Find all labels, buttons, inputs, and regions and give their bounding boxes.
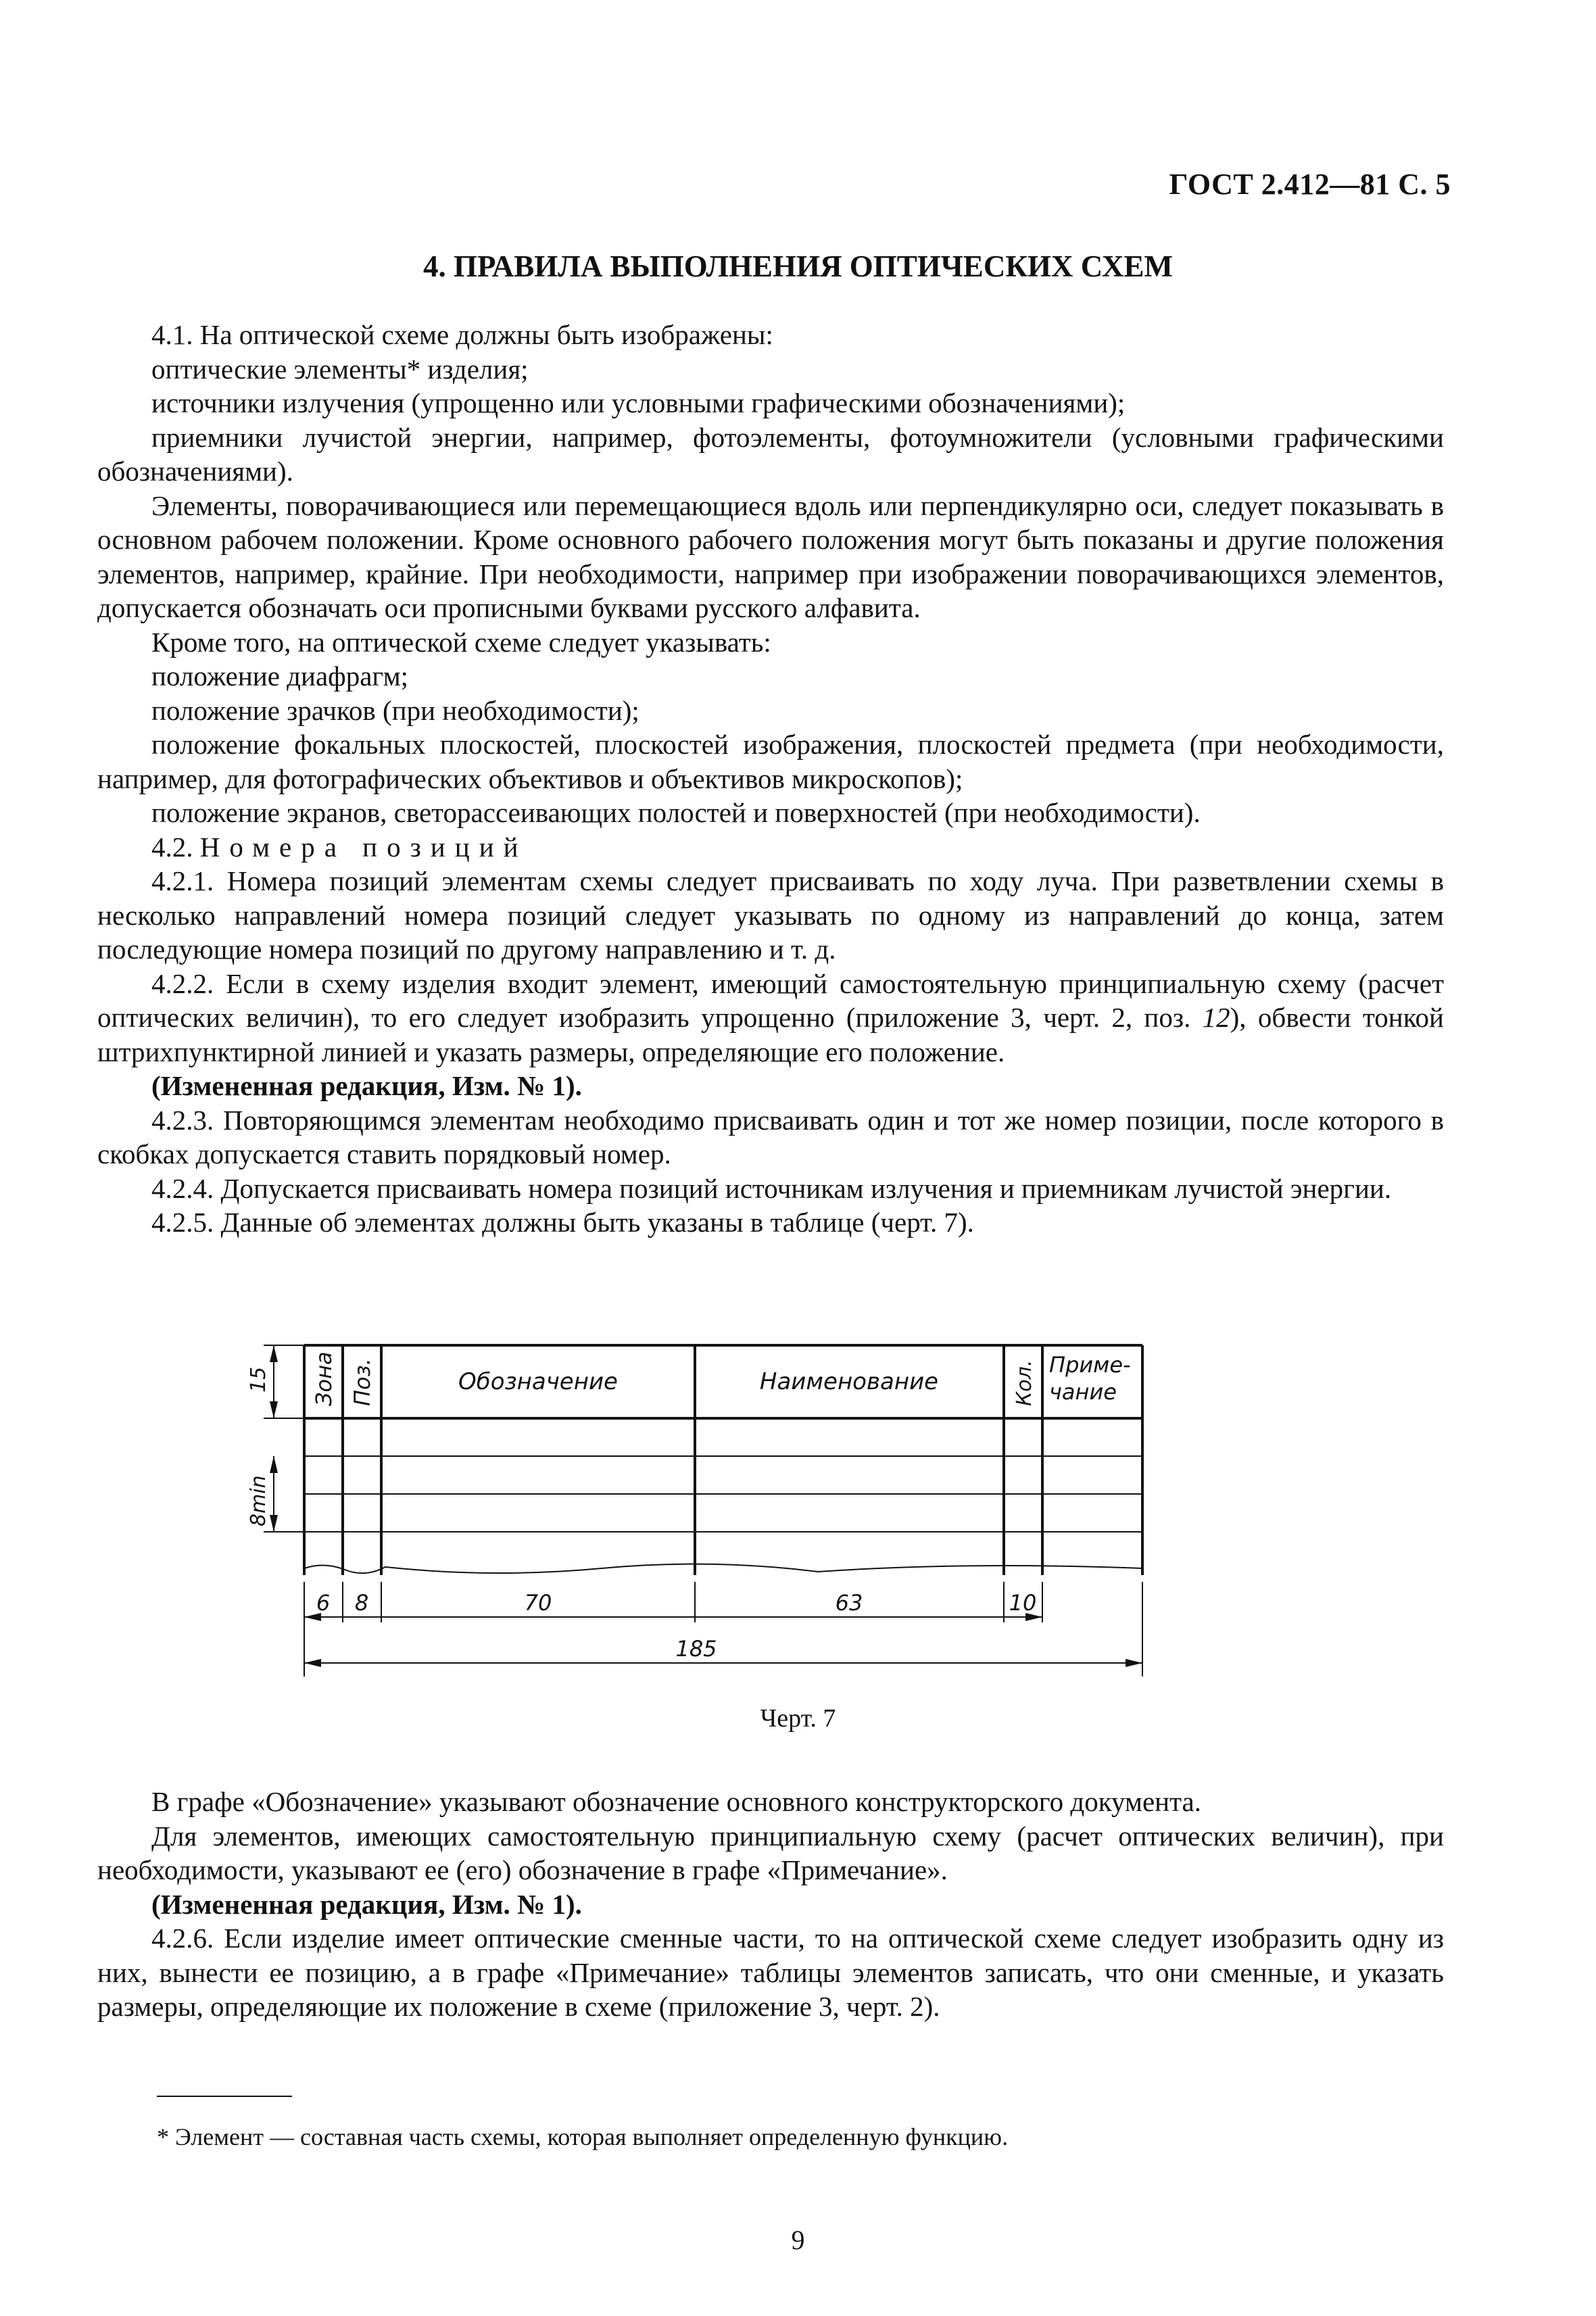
break-line [304,1564,1142,1574]
dimension-label: 10 [1009,1590,1037,1616]
main-text-continued [97,1785,1444,2024]
column-header-zone: Зона [311,1351,337,1406]
paragraph-4-2-2-part-a: 4.2.2. Если в схему изделия входит элемент, имеющий самостоятельную принципиальную схему (расчет оптических величин), то его следует изобразить упрощенно (приложение 3, черт. 2, поз. [97,967,1444,1033]
paragraph-own-scheme: Для элементов, имеющих самостоятельную принципиальную схему (расчет оптических величин), при необходимости, указывают ее (его) обозначение в графе «Примечание». [97,1820,1444,1885]
column-header-qty: Кол. [1013,1359,1036,1406]
paragraph-4-2-2-part-b: ), обвести тонкой штрихпунктирной линией и указать размеры, определяющие его положение. [97,1002,1444,1067]
paragraph-4-2-3: 4.2.3. Повторяющимся элементам необходимо присваивать один и тот же номер позиции, после которого в скобках допускается ставить порядковый номер. [97,1104,1444,1169]
paragraph-4-1: 4.1. На оптической схеме должны быть изображены: [151,319,773,350]
dimension-label-total: 185 [675,1636,717,1662]
arrow [270,1401,278,1418]
column-header-note-line2: чание [1049,1379,1117,1405]
amendment-note: (Измененная редакция, Изм. № 1). [151,1070,582,1101]
paragraph-4-2-4: 4.2.4. Допускается присваивать номера позиций источникам излучения и приемникам лучистой энергии. [151,1172,1392,1204]
subsection-number: 4.2. [151,831,193,863]
column-header-note-line1: Приме- [1049,1352,1131,1378]
paragraph-4-2-1: 4.2.1. Номера позиций элементам схемы следует присваивать по ходу луча. При разветвлении схемы в несколько направлений номера позиций следует указывать по одному из направлений до конца, затем последующие номера позиций по другому направлению и т. д. [97,865,1444,965]
paragraph-4-2-2 [97,967,1444,1069]
main-text [97,318,1444,1240]
list-item: положение диафрагм; [151,660,409,692]
paragraph-elements: Элементы, поворачивающиеся или перемещающиеся вдоль или перпендикулярно оси, следует показывать в основном рабочем положении. Кроме основного рабочего положения могут быть показаны и другие положения элементов, например, крайние. При необходимости, например при изображении поворачивающихся элементов, допускается обозначать оси прописными буквами русского алфавита. [97,489,1444,623]
arrow [304,1659,321,1667]
list-item: положение фокальных плоскостей, плоскостей изображения, плоскостей предмета (при необходимости, например, для фотографических объективов и объективов микроскопов); [97,729,1444,794]
list-item: источники излучения (упрощенно или условными графическими обозначениями); [151,387,1126,418]
list-item: положение зрачков (при необходимости); [151,694,639,726]
subsection-title: Номера позиций [199,831,528,863]
dimension-label: 6 [316,1590,331,1616]
arrow [1126,1659,1142,1667]
dimension-label: 8 [354,1590,369,1616]
arrow [270,1456,278,1473]
dimension-label: 70 [524,1590,552,1616]
table-drawing [223,1338,1183,1690]
arrow [270,1515,278,1532]
column-header-pos: Поз. [349,1358,375,1406]
subsection-4-2 [97,830,1444,865]
page-number: 9 [791,2225,805,2255]
paragraph-besides: Кроме того, на оптической схеме следует указывать: [151,626,771,658]
arrow [270,1345,278,1362]
page-header: ГОСТ 2.412—81 С. 5 [1169,168,1451,201]
dimension-label-header-height: 15 [247,1366,270,1393]
list-item: оптические элементы* изделия; [151,353,529,385]
footnote: * Элемент — составная часть схемы, которая выполняет определенную функцию. [157,2123,1009,2150]
column-header-designation: Обозначение [458,1368,618,1395]
dimension-label-row-height: 8min [247,1475,270,1526]
amendment-note: (Измененная редакция, Изм. № 1). [151,1888,582,1920]
column-header-name: Наименование [759,1368,939,1395]
dimension-label: 63 [835,1590,863,1616]
list-item: приемники лучистой энергии, например, фотоэлементы, фотоумножители (условными графическими обозначениями). [97,421,1444,487]
paragraph-4-2-6: 4.2.6. Если изделие имеет оптические сменные части, то на оптической схеме следует изобразить одну из них, вынести ее позицию, а в графе «Примечание» таблицы элементов записать, что они сменные, и указать размеры, определяющие их положение в схеме (приложение 3, черт. 2). [97,1923,1444,2022]
position-number: 12 [1202,1002,1230,1033]
section-title: 4. ПРАВИЛА ВЫПОЛНЕНИЯ ОПТИЧЕСКИХ СХЕМ [422,249,1174,283]
table-drawing-svg [223,1338,1183,1690]
figure-caption: Черт. 7 [760,1704,836,1733]
footnote-divider [157,2096,292,2097]
paragraph-designation: В графе «Обозначение» указывают обозначение основного конструкторского документа. [151,1786,1201,1817]
list-item: положение экранов, светорассеивающих полостей и поверхностей (при необходимости). [151,797,1201,828]
paragraph-4-2-5: 4.2.5. Данные об элементах должны быть указаны в таблице (черт. 7). [151,1207,974,1238]
